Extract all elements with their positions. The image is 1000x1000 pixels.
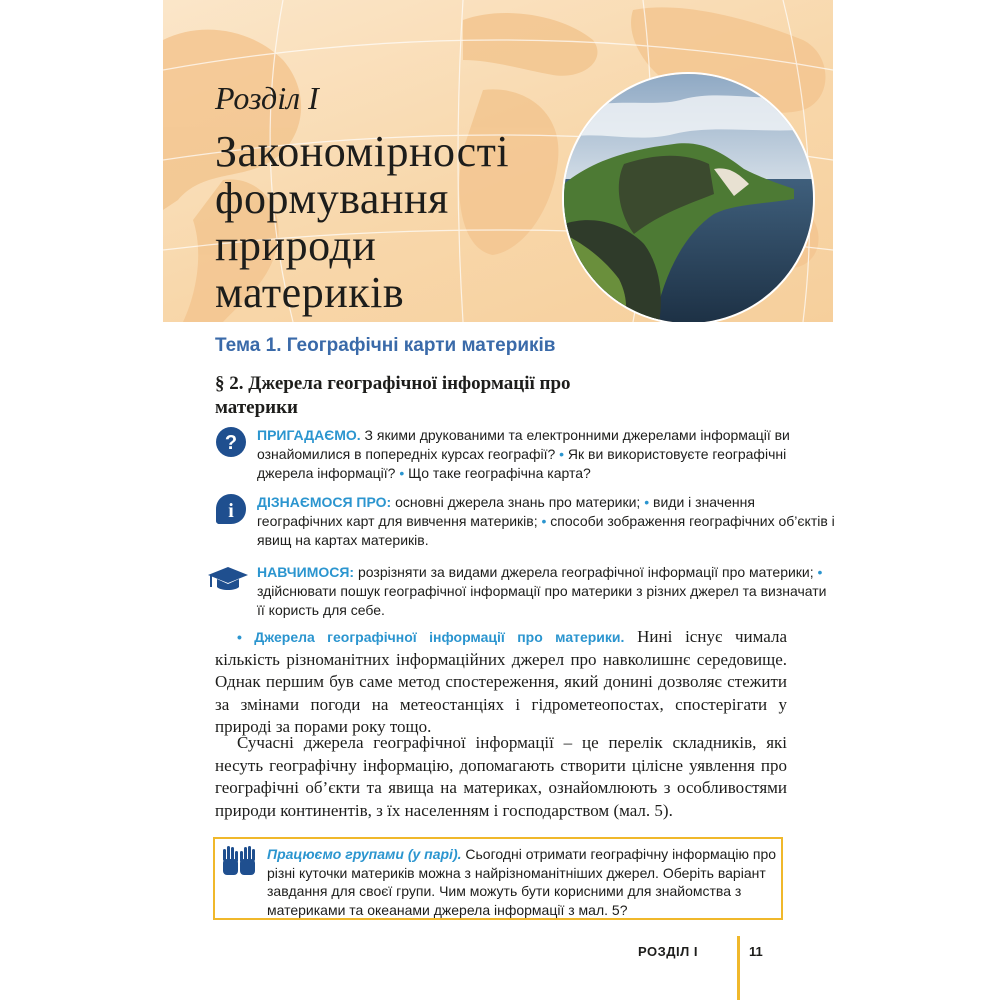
info-icon [215,493,247,525]
bullet: • [399,465,405,481]
group-work-head: Працюємо групами (у парі). [267,846,462,862]
textbook-page [163,0,833,1000]
rubric-text-part: способи зображення географічних об’єктів і явищ на картах материків. [257,513,835,548]
chapter-title [215,128,595,316]
rubric-will-learn-head: НАВЧИМОСЯ: [257,564,355,580]
rubric-text-part: З якими друкованими та електронними джерелами інформації ви ознайомилися в попередніх курсах географії? [257,427,790,462]
svg-text:i: i [228,500,234,522]
footer-divider [737,936,740,1000]
rubric-remember-head: ПРИГАДАЄМО. [257,427,361,443]
group-work-box [213,837,783,920]
rubric-text-part: Що таке географічна карта? [404,465,591,481]
chapter-title-line: Закономірності [215,127,510,176]
chapter-title-line: природи [215,221,377,270]
rubric-learn-about-head: ДІЗНАЄМОСЯ ПРО: [257,494,392,510]
paragraph-text: Сучасні джерела географічної інформації – це перелік складників, які несуть географічну інформацію, допомагають створити цілісне уявлення про географічні об’єкти та явища на материках, ознайомлюють з особливостями природи континентів, з їх населенням і господарством (мал. 5). [215,733,787,820]
rubric-remember-text [257,426,835,483]
rubric-learn-about-text [257,493,835,550]
rubric-text-part: розрізняти за видами джерела географічної інформації про материки; [354,564,818,580]
bullet: • [644,494,650,510]
section-title: § 2. Джерела географічної інформації про материки [215,373,571,418]
rubric-will-learn-text [257,563,835,620]
page-number: 11 [749,944,763,959]
rubric-text-part: види і значення географічних карт для вивчення материків; [257,494,755,529]
group-work-body: Сьогодні отримати географічну інформацію про різні куточки материків можна з найрізноманітніших джерел. Оберіть варіант завдання для своєї групи. Чим можуть бути корисними для знайомства з материками та океанами джерела інформації з мал. 5? [267,846,777,918]
chapter-title-line: материків [215,268,405,317]
chapter-title-line: формування [215,174,449,223]
bullet: • [817,564,823,580]
raised-hands-icon [221,845,257,879]
footer-chapter-label: РОЗДІЛ I [638,944,698,959]
question-icon [215,426,247,458]
rubric-text-part: здійснювати пошук географічної інформації про материки з різних джерел та визначати її користь для себе. [257,583,827,618]
bullet: • [541,513,547,529]
rubric-text-part: основні джерела знань про материки; [391,494,645,510]
svg-text:?: ? [224,432,238,454]
graduation-cap-icon [207,563,249,595]
bullet: • [559,446,565,462]
group-work-text [267,845,779,919]
paragraph-lead: • Джерела географічної інформації про материки. [237,629,625,645]
paragraph-text: Нині існує чимала кількість різноманітних інформаційних джерел про навколишнє середовище. Однак першим був саме метод спостереження, який донині дозволяє стежити за змінами погоди на метеостанціях і гідрометеопостах, спостерігати у природі за порами року тощо. [215,627,787,736]
rubric-text-part: Як ви використовуєте географічні джерела інформації? [257,446,787,481]
paragraph-2 [215,732,787,822]
topic-heading: Тема 1. Географічні карти материків [215,335,556,356]
chapter-banner [163,0,833,322]
paragraph-1 [215,626,787,739]
chapter-label: Розділ I [215,80,319,116]
coastal-cliff-photo [562,72,815,322]
